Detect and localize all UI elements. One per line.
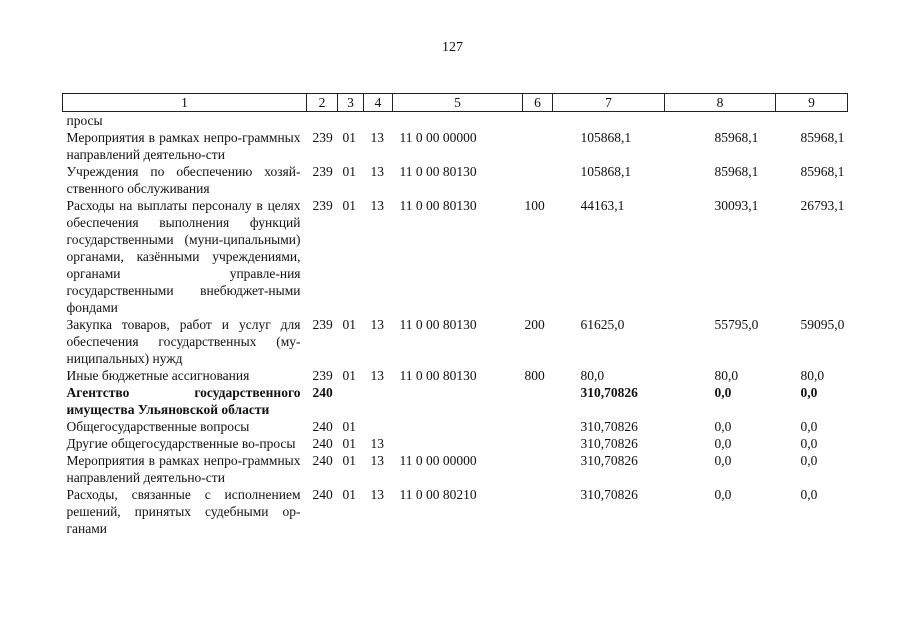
cell-amount-col9: 59095,0 [800,317,845,332]
cell-expense-type [523,129,553,163]
cell-section: 01 [342,198,356,213]
cell-amount-col7: 105868,1 [580,130,632,145]
cell-description: Общегосударственные вопросы [66,419,250,434]
cell-amount-col9: 0,0 [800,419,818,434]
cell-subsection: 13 [370,198,384,213]
cell-admin-code: 240 [312,385,333,400]
table-row [63,129,848,163]
cell-subsection [364,384,393,418]
cell-amount-col7: 61625,0 [580,317,625,332]
cell-expense-type: 100 [524,198,545,213]
table-row [63,316,848,367]
cell-amount-col8: 0,0 [714,385,732,400]
cell-description: Мероприятия в рамках непро-граммных направлений деятельно-сти [66,453,301,485]
cell-amount-col7: 310,70826 [580,487,638,502]
cell-expense-type [523,112,553,130]
cell-amount-col8: 0,0 [714,453,732,468]
cell-description: Иные бюджетные ассигнования [66,368,250,383]
cell-target-article: 11 0 00 80210 [399,487,477,502]
cell-amount-col9: 0,0 [800,453,818,468]
cell-description: Расходы на выплаты персоналу в целях обеспечения выполнения функций государственными (муни-ципальными) органами, казёнными учреждениями, органами управле-ния государственными внебюджет-ными фондами [66,198,301,315]
cell-amount-col7: 310,70826 [580,453,638,468]
cell-description: Расходы, связанные с исполнением решений, принятых судебными ор-ганами [66,487,301,536]
cell-amount-col8 [665,112,776,130]
cell-amount-col8: 80,0 [714,368,739,383]
cell-amount-col8: 30093,1 [714,198,759,213]
cell-amount-col7: 310,70826 [580,436,638,451]
cell-target-article: 11 0 00 00000 [399,130,477,145]
cell-admin-code: 239 [312,198,333,213]
table-row [63,163,848,197]
header-cell: 5 [393,94,523,112]
cell-expense-type [523,452,553,486]
cell-target-article: 11 0 00 80130 [399,164,477,179]
table-row [63,418,848,435]
cell-description: Агентство государственного имущества Ульяновской области [66,385,301,417]
cell-section [338,384,364,418]
cell-admin-code: 240 [312,453,333,468]
table-row [63,435,848,452]
cell-section [338,112,364,130]
cell-amount-col7: 105868,1 [580,164,632,179]
cell-target-article [393,435,523,452]
cell-description: Другие общегосударственные во-просы [66,436,296,451]
cell-admin-code [307,112,338,130]
cell-admin-code: 239 [312,317,333,332]
cell-admin-code: 239 [312,368,333,383]
cell-section: 01 [342,419,356,434]
cell-admin-code: 240 [312,419,333,434]
table-row [63,197,848,316]
cell-amount-col9: 85968,1 [800,130,845,145]
cell-admin-code: 239 [312,164,333,179]
cell-target-article [393,384,523,418]
header-cell: 4 [364,94,393,112]
header-row [63,94,848,112]
cell-target-article [393,112,523,130]
cell-expense-type [523,384,553,418]
cell-amount-col8: 0,0 [714,436,732,451]
cell-section: 01 [342,368,356,383]
budget-table [62,93,848,537]
cell-amount-col7: 310,70826 [580,385,638,400]
cell-subsection: 13 [370,368,384,383]
cell-admin-code: 240 [312,436,333,451]
cell-section: 01 [342,436,356,451]
cell-section: 01 [342,487,356,502]
cell-subsection [364,418,393,435]
cell-description: просы [66,113,103,128]
header-cell: 3 [338,94,364,112]
cell-admin-code: 239 [312,130,333,145]
cell-subsection [364,112,393,130]
table-row [63,486,848,537]
header-cell: 8 [665,94,776,112]
cell-amount-col9: 85968,1 [800,164,845,179]
header-cell: 6 [523,94,553,112]
cell-section: 01 [342,317,356,332]
cell-expense-type [523,163,553,197]
cell-expense-type: 800 [524,368,545,383]
cell-expense-type [523,435,553,452]
table-row [63,367,848,384]
cell-subsection: 13 [370,130,384,145]
cell-amount-col7: 310,70826 [580,419,638,434]
cell-admin-code: 240 [312,487,333,502]
cell-amount-col7 [553,112,665,130]
cell-amount-col9: 0,0 [800,487,818,502]
header-cell: 7 [553,94,665,112]
cell-amount-col9: 26793,1 [800,198,845,213]
cell-target-article: 11 0 00 80130 [399,317,477,332]
cell-subsection: 13 [370,436,384,451]
cell-expense-type [523,418,553,435]
cell-description: Мероприятия в рамках непро-граммных направлений деятельно-сти [66,130,301,162]
cell-amount-col8: 85968,1 [714,164,759,179]
cell-expense-type [523,486,553,537]
cell-amount-col8: 55795,0 [714,317,759,332]
cell-description: Учреждения по обеспечению хозяй-ственного обслуживания [66,164,301,196]
cell-amount-col9: 0,0 [800,436,818,451]
cell-subsection: 13 [370,453,384,468]
cell-amount-col7: 44163,1 [580,198,625,213]
cell-amount-col9: 80,0 [800,368,825,383]
table-row [63,452,848,486]
cell-amount-col9: 0,0 [800,385,818,400]
cell-subsection: 13 [370,164,384,179]
cell-target-article: 11 0 00 00000 [399,453,477,468]
cell-expense-type: 200 [524,317,545,332]
cell-section: 01 [342,164,356,179]
header-cell: 9 [776,94,848,112]
cell-subsection: 13 [370,487,384,502]
cell-amount-col7: 80,0 [580,368,605,383]
table-body [63,112,848,538]
page-number: 127 [442,40,463,55]
header-cell: 2 [307,94,338,112]
cell-section: 01 [342,453,356,468]
table-row [63,112,848,130]
cell-target-article [393,418,523,435]
cell-amount-col8: 85968,1 [714,130,759,145]
cell-amount-col8: 0,0 [714,487,732,502]
cell-target-article: 11 0 00 80130 [399,198,477,213]
cell-target-article: 11 0 00 80130 [399,368,477,383]
cell-section: 01 [342,130,356,145]
cell-subsection: 13 [370,317,384,332]
cell-amount-col9 [776,112,848,130]
cell-description: Закупка товаров, работ и услуг для обеспечения государственных (му-ниципальных) нужд [66,317,301,366]
header-cell: 1 [63,94,307,112]
table-row [63,384,848,418]
cell-amount-col8: 0,0 [714,419,732,434]
